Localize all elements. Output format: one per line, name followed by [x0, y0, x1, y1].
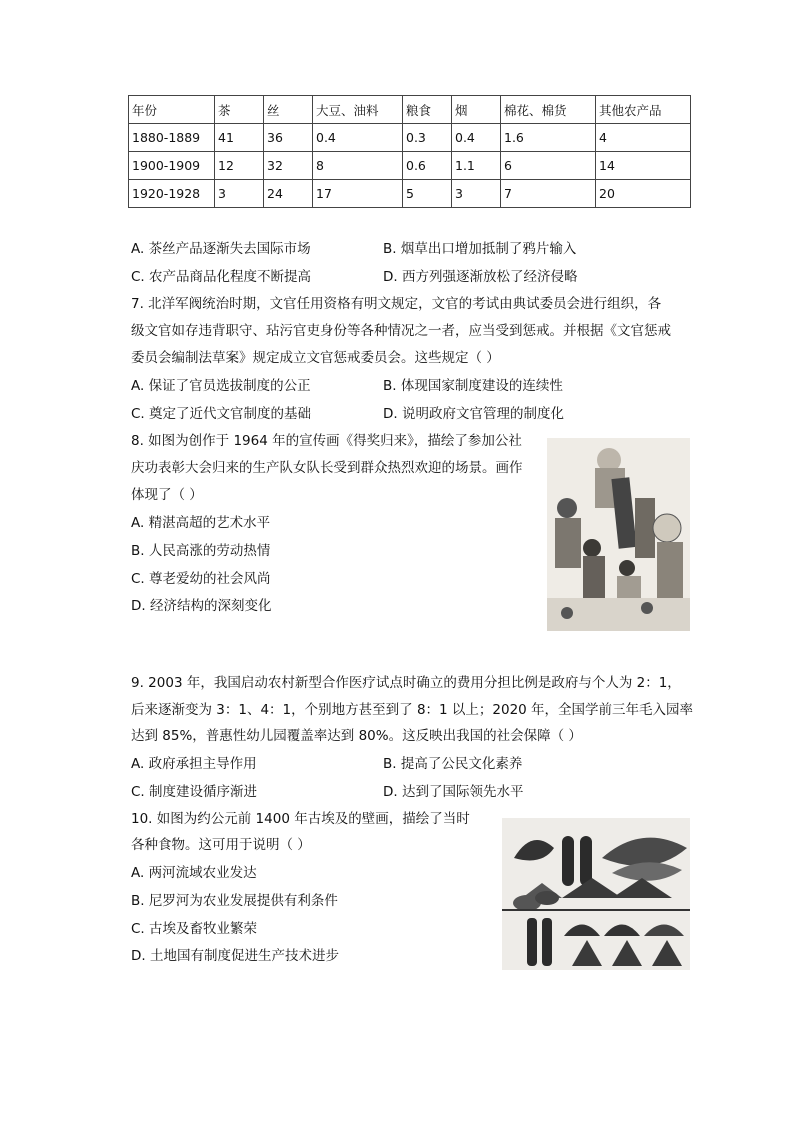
q10-stem-line-1: 10. 如图为约公元前 1400 年古埃及的壁画，描绘了当时: [131, 811, 470, 827]
q10-stem-line-2: 各种食物。这可用于说明（ ）: [131, 837, 311, 853]
table-row: [129, 180, 691, 208]
table-row: [129, 152, 691, 180]
q7-option-b[interactable]: B. 体现国家制度建设的连续性: [383, 378, 563, 394]
q6-option-d[interactable]: D. 西方列强逐渐放松了经济侵略: [383, 269, 578, 285]
table-header-row: [129, 96, 691, 124]
table-cell: 1.1: [452, 152, 501, 180]
table-cell: 4: [596, 124, 691, 152]
table-cell: 6: [501, 152, 596, 180]
table-header-cell: 粮食: [403, 96, 452, 124]
table-cell: 24: [264, 180, 313, 208]
q10-option-b[interactable]: B. 尼罗河为农业发展提供有利条件: [131, 893, 338, 909]
table-header-cell: 棉花、棉货: [501, 96, 596, 124]
export-table: [128, 95, 691, 208]
q7-stem-line-1: 7. 北洋军阀统治时期，文官任用资格有明文规定，文官的考试由典试委员会进行组织，各: [131, 296, 662, 312]
q9-option-b[interactable]: B. 提高了公民文化素养: [383, 756, 523, 772]
table-cell: 32: [264, 152, 313, 180]
table-cell: 8: [313, 152, 403, 180]
q7-option-a[interactable]: A. 保证了官员选拔制度的公正: [131, 378, 311, 394]
table-header-cell: 大豆、油料: [313, 96, 403, 124]
table-header-cell: 年份: [129, 96, 215, 124]
q8-stem-line-1: 8. 如图为创作于 1964 年的宣传画《得奖归来》，描绘了参加公社: [131, 433, 522, 449]
q9-option-a[interactable]: A. 政府承担主导作用: [131, 756, 257, 772]
table-header-cell: 其他农产品: [596, 96, 691, 124]
q10-option-c[interactable]: C. 古埃及畜牧业繁荣: [131, 921, 258, 937]
q9-option-c[interactable]: C. 制度建设循序渐进: [131, 784, 258, 800]
table-cell: 41: [215, 124, 264, 152]
table-cell: 12: [215, 152, 264, 180]
q10-option-a[interactable]: A. 两河流域农业发达: [131, 865, 257, 881]
table-cell: 3: [215, 180, 264, 208]
table-cell: 3: [452, 180, 501, 208]
q6-option-c[interactable]: C. 农产品商品化程度不断提高: [131, 269, 312, 285]
q7-stem-line-2: 级文官如存违背职守、玷污官吏身份等各种情况之一者，应当受到惩戒。并根据《文官惩戒: [131, 323, 671, 339]
table-cell: 36: [264, 124, 313, 152]
egyptian-mural-image: [502, 818, 690, 970]
table-cell: 7: [501, 180, 596, 208]
q7-option-d[interactable]: D. 说明政府文官管理的制度化: [383, 406, 564, 422]
table-cell: 17: [313, 180, 403, 208]
q10-option-d[interactable]: D. 土地国有制度促进生产技术进步: [131, 948, 339, 964]
table-cell: 0.4: [313, 124, 403, 152]
table-cell: 1.6: [501, 124, 596, 152]
table-cell: 5: [403, 180, 452, 208]
q9-stem-line-3: 达到 85%，普惠性幼儿园覆盖率达到 80%。这反映出我国的社会保障（ ）: [131, 728, 582, 744]
table-cell: 1900-1909: [129, 152, 215, 180]
q8-option-a[interactable]: A. 精湛高超的艺术水平: [131, 515, 271, 531]
table-cell: 1920-1928: [129, 180, 215, 208]
table-cell: 0.6: [403, 152, 452, 180]
q8-option-b[interactable]: B. 人民高涨的劳动热情: [131, 543, 271, 559]
q6-option-a[interactable]: A. 茶丝产品逐渐失去国际市场: [131, 241, 311, 257]
table-header-cell: 丝: [264, 96, 313, 124]
table-header-cell: 烟: [452, 96, 501, 124]
q9-stem-line-1: 9. 2003 年，我国启动农村新型合作医疗试点时确立的费用分担比例是政府与个人为 2：1，: [131, 675, 681, 691]
table-header-cell: 茶: [215, 96, 264, 124]
q6-option-b[interactable]: B. 烟草出口增加抵制了鸦片输入: [383, 241, 577, 257]
q7-option-c[interactable]: C. 奠定了近代文官制度的基础: [131, 406, 312, 422]
q9-option-d[interactable]: D. 达到了国际领先水平: [383, 784, 524, 800]
table-cell: 0.3: [403, 124, 452, 152]
q9-stem-line-2: 后来逐渐变为 3：1、4：1，个别地方甚至到了 8：1 以上；2020 年，全国学前三年毛入园率: [131, 702, 694, 718]
propaganda-painting-image: [547, 438, 690, 631]
table-cell: 20: [596, 180, 691, 208]
q8-stem-line-2: 庆功表彰大会归来的生产队女队长受到群众热烈欢迎的场景。画作: [131, 460, 523, 476]
q8-stem-line-3: 体现了（ ）: [131, 487, 203, 503]
propaganda-painting-illustration: [547, 438, 690, 631]
egyptian-mural-illustration: [502, 818, 690, 970]
table-cell: 14: [596, 152, 691, 180]
q8-option-d[interactable]: D. 经济结构的深刻变化: [131, 598, 272, 614]
table-cell: 1880-1889: [129, 124, 215, 152]
table-row: [129, 124, 691, 152]
table-cell: 0.4: [452, 124, 501, 152]
q8-option-c[interactable]: C. 尊老爱幼的社会风尚: [131, 571, 271, 587]
q7-stem-line-3: 委员会编制法草案》规定成立文官惩戒委员会。这些规定（ ）: [131, 350, 500, 366]
